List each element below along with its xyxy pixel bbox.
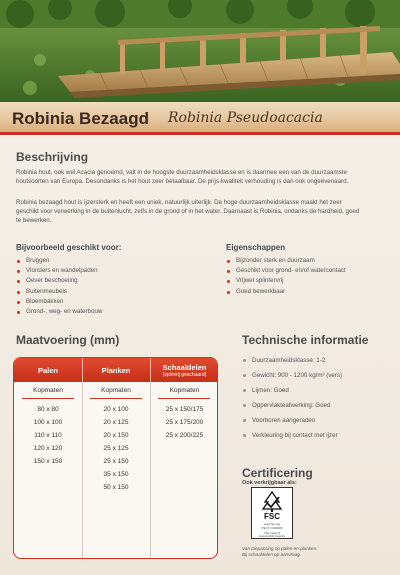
hero-photo-boardwalk	[0, 0, 400, 102]
heading-beschrijving: Beschrijving	[16, 150, 89, 164]
list-item: Geschikt voor grond- en/of watercontact	[226, 266, 346, 276]
list-item: Bruggen	[16, 256, 102, 266]
list-item: Voorboren aangeraden	[242, 416, 342, 431]
fsc-url: www.fsc.org	[263, 522, 281, 526]
certification-note	[242, 546, 317, 558]
list-item: Goed bewerkbaar	[226, 287, 346, 297]
description-paragraph-1	[16, 168, 388, 186]
list-item: Lijmen: Goed	[242, 386, 342, 401]
sub-header: Kopmaten	[33, 387, 63, 394]
product-title: Robinia Bezaagd	[12, 109, 149, 128]
technical-list	[242, 356, 342, 446]
boardwalk-illustration	[0, 0, 400, 102]
column-header-planken: Planken	[101, 365, 131, 375]
list-item: Duurzaamheidsklasse: 1-2	[242, 356, 342, 371]
heading-geschikt: Bijvoorbeeld geschikt voor:	[16, 243, 122, 252]
table-cell: 20 x 150	[103, 432, 129, 439]
suitable-list	[16, 256, 102, 317]
list-item: Gewicht: 900 - 1200 kg/m³ (vers)	[242, 371, 342, 386]
list-item: Vlonders en wandelpaden	[16, 266, 102, 276]
para2-line: geschikt voor verwerking in de buitenlucht, zelfs in de grond of in het water. Daarnaast is Robinia, ondanks de hardheid, goed	[16, 208, 360, 215]
table-cell: 25 x 200/225	[165, 432, 204, 439]
column-header-schaaldelen: Schaaldelen (spinvrij geschaard)	[162, 362, 207, 378]
list-item: Oppervlakteafwerking: Goed	[242, 401, 342, 416]
table-cell: 25 x 150/175	[165, 406, 204, 413]
list-item: Verkleuring bij contact met ijzer	[242, 431, 342, 446]
table-cell: 20 x 100	[103, 406, 129, 413]
column-header-palen: Palen	[37, 365, 58, 375]
list-item: Grond-, weg- en waterbouw	[16, 307, 102, 317]
dimensions-table	[13, 357, 218, 559]
para1-line: Robinia hout, ook wel Acacia genoemd, valt in de hoogste duurzaamheidsklasse en is daarmee een van de duurzaamste	[16, 169, 347, 176]
table-cell: 50 x 150	[103, 484, 129, 491]
fsc-label: FSC	[264, 512, 280, 521]
note-line: Bij schaaldelen op aanvraag.	[242, 552, 301, 557]
heading-technische-informatie: Technische informatie	[242, 333, 369, 347]
table-cell: 80 x 80	[37, 406, 59, 413]
description-paragraph-2	[16, 198, 388, 225]
fsc-tagline: The mark of	[263, 531, 280, 535]
table-cell: 100 x 100	[33, 419, 63, 426]
table-cell: 35 x 150	[103, 471, 129, 478]
table-header	[14, 358, 217, 382]
table-cell: 110 x 110	[34, 432, 62, 439]
list-item: Buitenmeubels	[16, 287, 102, 297]
list-item: Oever beschoeiing	[16, 276, 102, 286]
latin-name: Robinia Pseudoacacia	[168, 110, 323, 126]
fsc-logo	[251, 487, 293, 539]
table-cell: 25 x 125	[103, 445, 129, 452]
table-cell: 25 x 175/200	[165, 419, 204, 426]
sub-header: Kopmaten	[101, 387, 131, 394]
heading-maatvoering: Maatvoering (mm)	[16, 333, 120, 347]
para2-line: te bewerken.	[16, 217, 52, 224]
list-item: Bijzonder sterk en duurzaam	[226, 256, 346, 266]
fsc-tagline: responsible forestry	[258, 534, 286, 538]
table-cell: 120 x 120	[33, 445, 63, 452]
list-item: Vrijwel splintervrij	[226, 276, 346, 286]
heading-eigenschappen: Eigenschappen	[226, 243, 286, 252]
title-band	[0, 102, 400, 135]
heading-certificering: Certificering	[242, 466, 313, 480]
table-cell: 25 x 150	[103, 458, 129, 465]
note-line: Van toepassing op palen en planken.	[242, 546, 318, 551]
tree-check-icon	[252, 490, 292, 514]
para2-line: Robinia bezaagd hout is ijzersterk en heeft een uniek, natuurlijk uiterlijk. De hoge duurzaamheidsklasse maakt het zeer	[16, 199, 342, 206]
para1-line: houtsoorten van Europa. Desondanks is het hout zeer betaalbaar. De prijs-kwaliteit verhouding is dan ook ongeëvenaard.	[16, 178, 349, 185]
table-cell: 20 x 125	[103, 419, 129, 426]
sub-header: Kopmaten	[169, 387, 200, 394]
table-cell: 150 x 150	[33, 458, 63, 465]
properties-list	[226, 256, 346, 297]
certification-subtitle: Ook verkrijgbaar als:	[242, 480, 297, 486]
list-item: Bloembakken	[16, 297, 102, 307]
fsc-code: FSC® C000000	[261, 526, 283, 530]
